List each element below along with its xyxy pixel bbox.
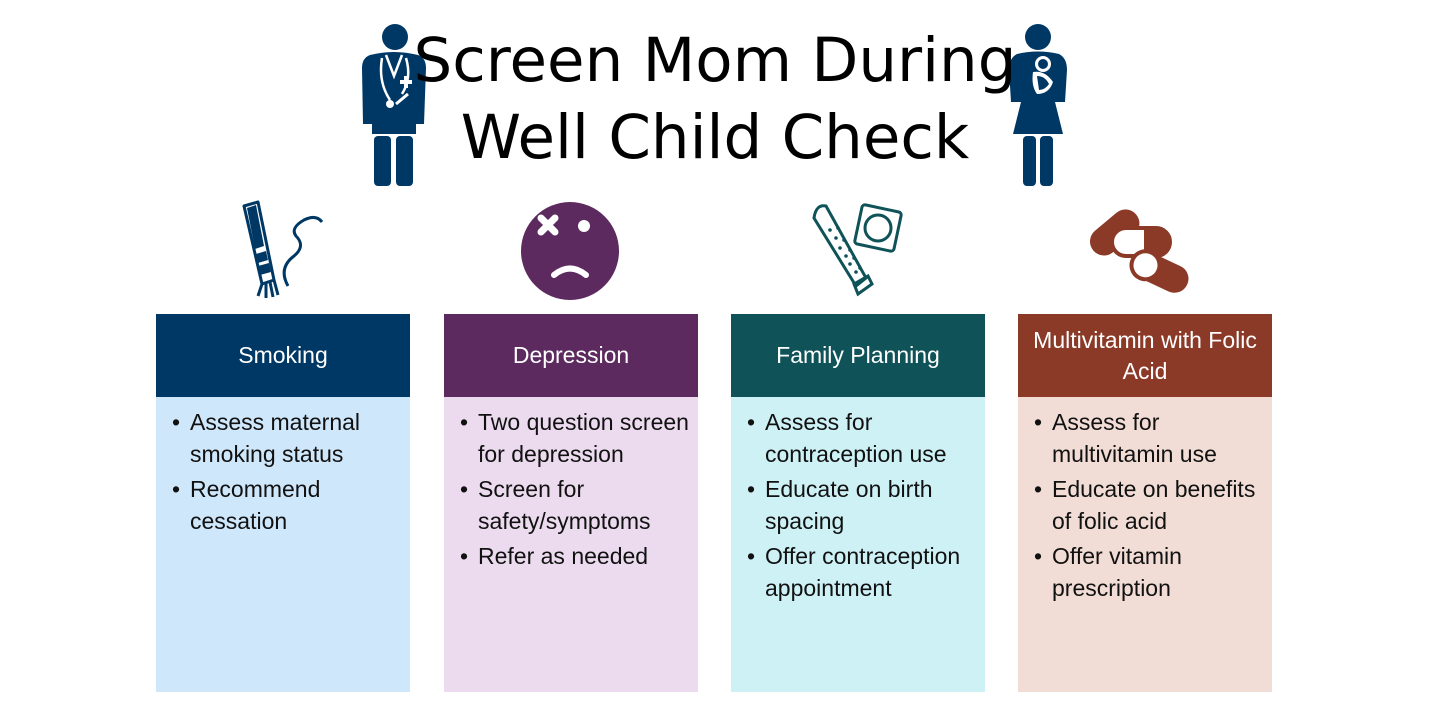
card-smoking <box>156 314 410 692</box>
card-heading: Family Planning <box>731 314 985 397</box>
card-body <box>156 397 410 692</box>
card-body <box>444 397 698 692</box>
title-line-2: Well Child Check <box>460 102 970 173</box>
card-multivitamin <box>1018 314 1272 692</box>
sad-face-icon <box>519 200 621 302</box>
page-title <box>400 22 1030 176</box>
cigarette-icon <box>240 198 330 300</box>
pills-icon <box>1090 204 1194 298</box>
list-item: • Educate on benefits of folic acid <box>1034 474 1264 537</box>
card-heading: Multivitamin with Folic Acid <box>1018 314 1272 397</box>
card-body <box>1018 397 1272 692</box>
list-item: • Offer contraception appointment <box>747 541 977 604</box>
card-heading: Depression <box>444 314 698 397</box>
list-item: • Educate on birth spacing <box>747 474 977 537</box>
list-item: • Recommend cessation <box>172 474 402 537</box>
list-item: • Screen for safety/symptoms <box>460 474 690 537</box>
title-line-1: Screen Mom During <box>413 25 1017 96</box>
card-family-planning <box>731 314 985 692</box>
list-item: • Offer vitamin prescription <box>1034 541 1264 604</box>
list-item: • Assess for multivitamin use <box>1034 407 1264 470</box>
card-body <box>731 397 985 692</box>
list-item: • Two question screen for depression <box>460 407 690 470</box>
card-depression <box>444 314 698 692</box>
condom-icon <box>810 198 905 302</box>
list-item: • Assess maternal smoking status <box>172 407 402 470</box>
list-item: • Refer as needed <box>460 541 690 573</box>
list-item: • Assess for contraception use <box>747 407 977 470</box>
card-heading: Smoking <box>156 314 410 397</box>
